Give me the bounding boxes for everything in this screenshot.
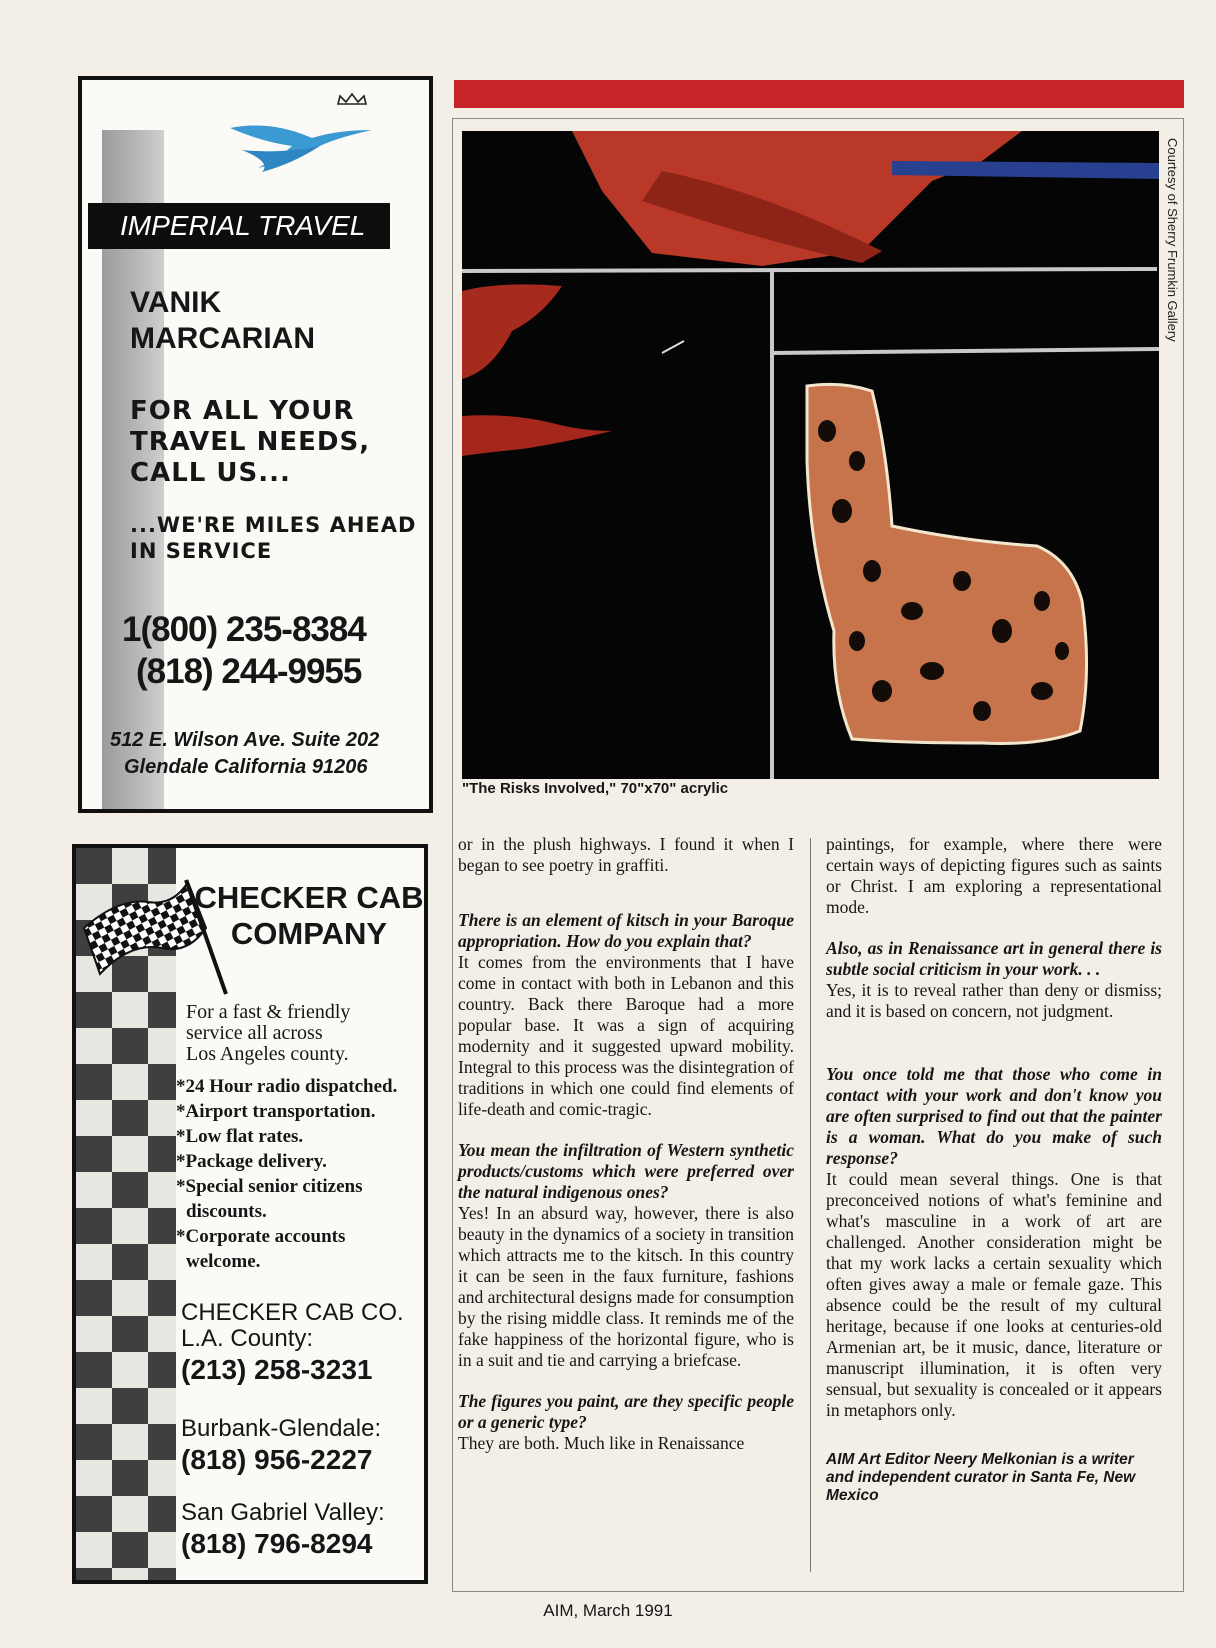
article-column-1 [458,834,794,1454]
cab-intro: For a fast & friendly service all across Los Angeles county. [186,1001,351,1065]
imperial-travel-ad [78,76,433,813]
feature-item: *Special senior citizens discounts. [176,1176,363,1222]
burbank-phone: (818) 956-2227 [181,1444,373,1475]
article-column-2 [826,834,1162,1505]
checker-cab-ad [72,844,428,1584]
question-text: Also, as in Renaissance art in general there is subtle social criticism in your work. . . [826,938,1162,979]
address: 512 E. Wilson Ave. Suite 202 Glendale California 91206 [110,729,380,778]
la-label: L.A. County: [181,1325,314,1352]
slogan: ...WE'RE MILES AHEAD IN SERVICE [130,513,417,563]
column-divider [810,838,811,1572]
answer-text: Yes, it is to reveal rather than deny or dismiss; and it is based on concern, not judgment. [826,980,1162,1021]
cab-features [176,1074,397,1274]
question-text: The figures you paint, are they specific people or a generic type? [458,1391,794,1432]
photo-credit: Courtesy of Sherry Frumkin Gallery [1165,138,1180,342]
painting-image [462,131,1159,779]
toll-free-phone: 1(800) 235-8384 [122,610,366,649]
question-text: You mean the infiltration of Western synthetic products/customs which were preferred over the natural indigenous ones? [458,1140,794,1202]
company-banner: IMPERIAL TRAVEL [88,203,390,249]
la-phone: (213) 258-3231 [181,1354,373,1385]
bird-logo-icon [222,90,382,180]
agent-name: VANIK MARCARIAN [130,286,315,355]
answer-text: They are both. Much like in Renaissance [458,1433,745,1453]
feature-item: *Corporate accounts welcome. [176,1226,346,1272]
sgv-label: San Gabriel Valley: [181,1499,385,1526]
answer-text: Yes! In an absurd way, however, there is also beauty in the dynamics of a society in transition which attracts me to the kitsch. In this country it can be seen in the faux furniture, fashions and architectural designs made for consumption by the rising middle class. It reminds me of the fake happiness of the horizontal figure, who is in a suit and tie and carrying a briefcase. [458,1203,794,1370]
body-text: or in the plush highways. I found it when I began to see poetry in graffiti. [458,834,794,875]
feature-item: *Airport transportation. [176,1101,376,1122]
question-text: There is an element of kitsch in your Baroque appropriation. How do you explain that? [458,910,794,951]
cab-title: CHECKER CAB COMPANY [194,880,424,951]
feature-item: *Package delivery. [176,1151,327,1172]
feature-item: *Low flat rates. [176,1126,304,1147]
cab-company-name: CHECKER CAB CO. [181,1299,404,1326]
answer-text: It could mean several things. One is that preconceived notions of what's feminine and what's masculine in a work of art are challenged. Another consideration might be that my work lacks a certain sexuality which often gives away a male or female gaze. This absence could be the result of my cultural heritage, because if one looks at centuries-old Armenian art, be it music, dance, literature or manuscript illumination, it is often very sensual, but sexuality is concealed or it appears in metaphors only. [826,1169,1162,1420]
page-footer: AIM, March 1991 [543,1601,673,1620]
sgv-phone: (818) 796-8294 [181,1528,373,1559]
red-header-bar [454,80,1184,108]
question-text: You once told me that those who come in contact with your work and don't know you are often surprised to find out that the painter is a woman. What do you make of such response? [826,1064,1162,1168]
local-phone: (818) 244-9955 [136,652,362,691]
body-text: paintings, for example, where there were certain ways of depicting figures such as saints or Christ. I am exploring a representational mode. [826,834,1162,917]
painting-caption: "The Risks Involved," 70"x70" acrylic [462,780,729,797]
answer-text: It comes from the environments that I have come in contact with both in Lebanon and this country. Back there Baroque had a more popular base. It was a sign of acquiring modernity and it suggested upward mobility. Integral to this process was the disintegration of traditions in which one could find elements of life-death and comic-tragic. [458,952,794,1119]
tagline: FOR ALL YOUR TRAVEL NEEDS, CALL US... [130,396,371,488]
burbank-label: Burbank-Glendale: [181,1415,382,1442]
author-bio: AIM Art Editor Neery Melkonian is a writer and independent curator in Santa Fe, New Mexico [826,1451,1136,1504]
feature-item: *24 Hour radio dispatched. [176,1076,398,1097]
